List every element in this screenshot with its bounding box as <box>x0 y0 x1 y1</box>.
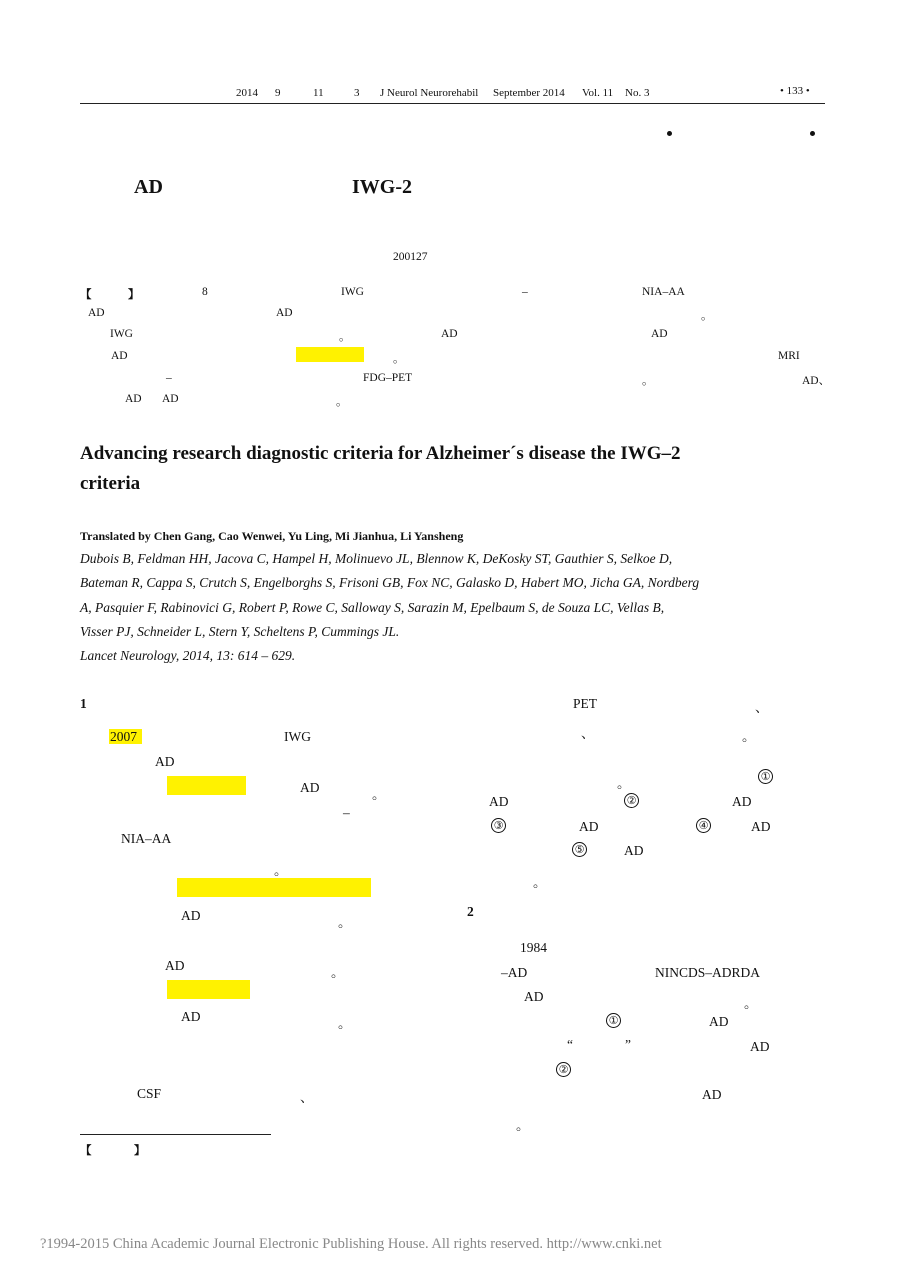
circled-number: ② <box>624 793 639 808</box>
abstract-text: AD <box>651 328 668 340</box>
abstract-open-bracket: 【 <box>80 289 92 301</box>
header-month: 9 <box>275 87 281 99</box>
left-text: 、 <box>300 1090 314 1105</box>
english-title-line2: criteria <box>80 473 141 494</box>
abstract-text: 。 <box>642 375 654 387</box>
header-day: 11 <box>313 87 324 99</box>
right-text: PET <box>573 696 598 711</box>
left-text: 。 <box>274 863 288 878</box>
left-text: AD <box>181 1009 201 1024</box>
footnote-open-bracket: 【 <box>80 1145 92 1157</box>
abstract-text: 。 <box>339 331 351 343</box>
title-part2: IWG-2 <box>352 176 412 198</box>
abstract-text: – <box>522 286 528 298</box>
abstract-text: AD <box>125 393 142 405</box>
right-text: 、 <box>755 700 769 715</box>
translators: Translated by Chen Gang, Cao Wenwei, Yu Ling, Mi Jianhua, Li Yansheng <box>80 529 464 543</box>
right-text: 、 <box>581 726 595 741</box>
abstract-text: 。 <box>393 353 405 365</box>
circled-number: ① <box>606 1013 621 1028</box>
left-text: AD <box>165 958 185 973</box>
header-issue: 3 <box>354 87 360 99</box>
abstract-text: 8 <box>202 286 208 298</box>
left-text: IWG <box>284 729 311 744</box>
copyright-footer: ?1994-2015 China Academic Journal Electronic Publishing House. All rights reserved. http://www.cnki.net <box>40 1236 662 1252</box>
author-line: A, Pasquier F, Rabinovici G, Robert P, Rowe C, Salloway S, Sarazin M, Epelbaum S, de Souza LC, Vellas B, <box>80 600 665 615</box>
header-year: 2014 <box>236 87 258 99</box>
header-rule <box>80 103 825 104</box>
left-text: – <box>343 805 350 820</box>
bullet-dot-left <box>667 131 672 136</box>
section-1-number: 1 <box>80 696 87 711</box>
affiliation-postcode: 200127 <box>393 251 428 263</box>
right-text: AD <box>524 989 544 1004</box>
right-text: 。 <box>516 1118 530 1133</box>
header-page: • 133 • <box>780 85 810 97</box>
title-part1: AD <box>134 176 163 198</box>
right-text: 。 <box>744 996 758 1011</box>
right-text: AD <box>702 1087 722 1102</box>
circled-number: ② <box>556 1062 571 1077</box>
left-text: AD <box>155 754 175 769</box>
circled-number: ④ <box>696 818 711 833</box>
left-text: 。 <box>372 787 386 802</box>
header-number: No. 3 <box>625 87 650 99</box>
header-date: September 2014 <box>493 87 565 99</box>
right-text: AD <box>579 819 599 834</box>
right-text: 。 <box>742 729 756 744</box>
abstract-text: AD <box>276 307 293 319</box>
right-text: 。 <box>617 776 631 791</box>
abstract-text: MRI <box>778 350 800 362</box>
abstract-text: AD <box>441 328 458 340</box>
right-text: AD <box>732 794 752 809</box>
right-text: AD <box>751 819 771 834</box>
highlight-mark <box>177 878 371 897</box>
highlight-mark <box>296 347 364 362</box>
right-text: AD <box>624 843 644 858</box>
abstract-text: IWG <box>341 286 364 298</box>
abstract-text: – <box>166 372 172 384</box>
abstract-close-bracket: 】 <box>128 289 140 301</box>
header-journal: J Neurol Neurorehabil <box>380 87 479 99</box>
highlight-mark <box>167 776 246 795</box>
header-volume: Vol. 11 <box>582 87 614 99</box>
left-text: 2007 <box>110 729 137 744</box>
abstract-text: 。 <box>336 396 348 408</box>
right-text: AD <box>709 1014 729 1029</box>
right-text: –AD <box>501 965 528 980</box>
right-text: 1984 <box>520 940 547 955</box>
citation: Lancet Neurology, 2014, 13: 614 – 629. <box>80 648 296 663</box>
left-text: AD <box>181 908 201 923</box>
abstract-text: AD <box>88 307 105 319</box>
right-text: “ <box>567 1037 573 1052</box>
abstract-text: AD <box>162 393 179 405</box>
abstract-text: AD、 <box>802 375 831 387</box>
circled-number: ③ <box>491 818 506 833</box>
abstract-text: IWG <box>110 328 133 340</box>
bullet-dot-right <box>810 131 815 136</box>
right-text: NINCDS–ADRDA <box>655 965 761 980</box>
english-title-line1: Advancing research diagnostic criteria for Alzheimer´s disease the IWG–2 <box>80 443 681 464</box>
abstract-text: 。 <box>701 310 713 322</box>
abstract-text: AD <box>111 350 128 362</box>
left-text: 。 <box>338 915 352 930</box>
footnote-rule <box>80 1134 271 1135</box>
circled-number: ⑤ <box>572 842 587 857</box>
right-text: 。 <box>533 875 547 890</box>
highlight-mark <box>167 980 250 999</box>
circled-number: ① <box>758 769 773 784</box>
footnote-close-bracket: 】 <box>134 1145 146 1157</box>
left-text: CSF <box>137 1086 162 1101</box>
left-text: AD <box>300 780 320 795</box>
author-line: Dubois B, Feldman HH, Jacova C, Hampel H, Molinuevo JL, Blennow K, DeKosky ST, Gauthier S, Selkoe D, <box>80 551 673 566</box>
right-text: AD <box>750 1039 770 1054</box>
abstract-text: NIA–AA <box>642 286 685 298</box>
left-text: NIA–AA <box>121 831 172 846</box>
left-text: 。 <box>338 1016 352 1031</box>
left-text: 。 <box>331 965 345 980</box>
author-line: Visser PJ, Schneider L, Stern Y, Scheltens P, Cummings JL. <box>80 624 400 639</box>
right-text: ” <box>625 1037 631 1052</box>
abstract-text: FDG–PET <box>363 372 413 384</box>
section-2-number: 2 <box>467 904 474 919</box>
right-text: AD <box>489 794 509 809</box>
author-line: Bateman R, Cappa S, Crutch S, Engelborghs S, Frisoni GB, Fox NC, Galasko D, Habert MO, Jicha GA, Nordberg <box>80 575 700 590</box>
